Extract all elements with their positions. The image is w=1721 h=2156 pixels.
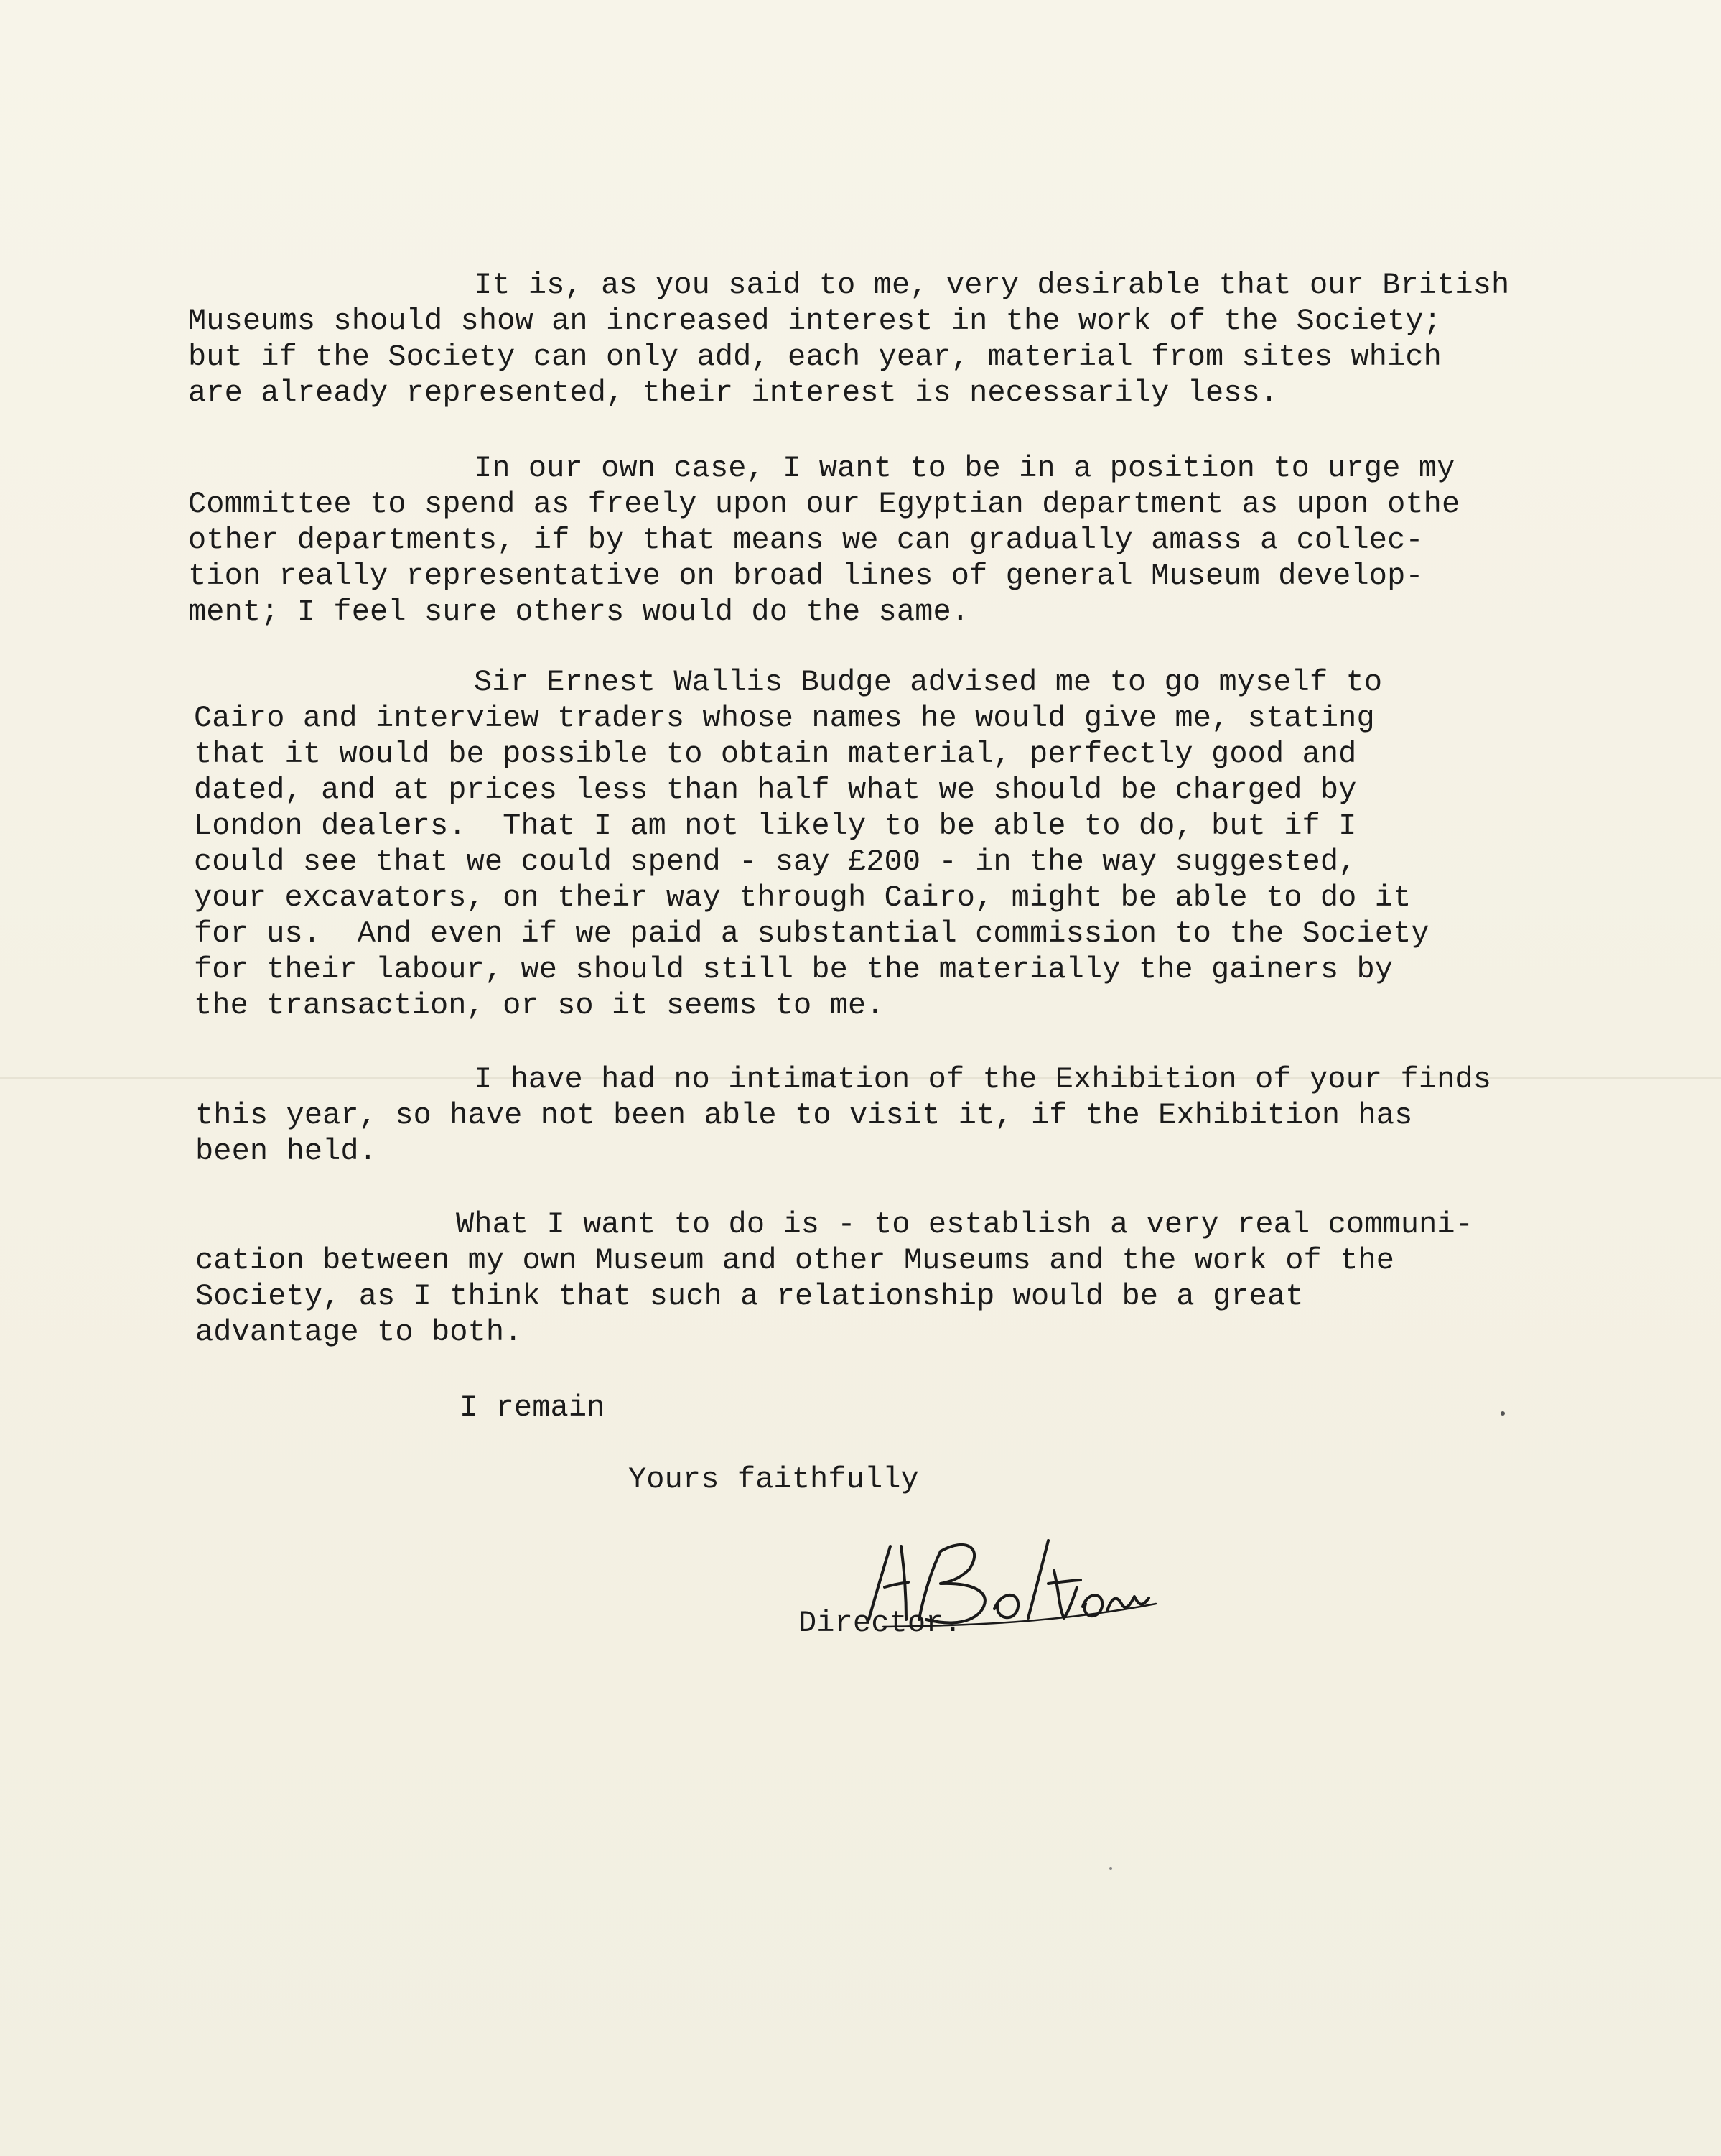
p5-line-4: advantage to both. [195, 1315, 523, 1349]
p3-line-2: Cairo and interview traders whose names he would give me, stating [194, 701, 1375, 735]
p3-line-4: dated, and at prices less than half what we should be charged by [194, 773, 1357, 807]
p1-line-4: are already represented, their interest is necessarily less. [188, 376, 1279, 410]
p5-line-2: cation between my own Museum and other Museums and the work of the [195, 1243, 1395, 1278]
p3-line-1: Sir Ernest Wallis Budge advised me to go myself to [474, 665, 1383, 700]
p4-line-3: been held. [195, 1134, 378, 1168]
p3-line-7: your excavators, on their way through Cairo, might be able to do it [194, 880, 1412, 915]
p5-line-1: What I want to do is - to establish a very real communi- [456, 1207, 1474, 1242]
p3-line-3: that it would be possible to obtain material, perfectly good and [194, 737, 1357, 771]
p3-line-8: for us. And even if we paid a substantial commission to the Society [194, 916, 1429, 951]
p1-line-3: but if the Society can only add, each year, material from sites which [188, 340, 1442, 374]
p3-line-10: the transaction, or so it seems to me. [194, 988, 885, 1023]
valediction: Yours faithfully [628, 1462, 919, 1497]
p1-line-1: It is, as you said to me, very desirable that our British [474, 268, 1510, 302]
p3-line-9: for their labour, we should still be the materially the gainers by [194, 952, 1394, 987]
p2-line-2: Committee to spend as freely upon our Egyptian department as upon othe [188, 487, 1460, 521]
p2-line-1: In our own case, I want to be in a position to urge my [474, 451, 1455, 485]
p3-line-5: London dealers. That I am not likely to be able to do, but if I [194, 809, 1357, 843]
p1-line-2: Museums should show an increased interest in the work of the Society; [188, 304, 1442, 338]
signatory-title: Director. [798, 1606, 962, 1640]
paper-speck [1109, 1867, 1112, 1870]
p2-line-5: ment; I feel sure others would do the same. [188, 595, 970, 629]
p5-line-3: Society, as I think that such a relationship would be a great [195, 1279, 1304, 1314]
p4-line-2: this year, so have not been able to visit it, if the Exhibition has [195, 1098, 1413, 1133]
p2-line-3: other departments, if by that means we can gradually amass a collec- [188, 523, 1424, 557]
p3-line-6: could see that we could spend - say £200 - in the way suggested, [194, 845, 1357, 879]
p2-line-4: tion really representative on broad lines of general Museum develop- [188, 559, 1424, 593]
closing: I remain [460, 1390, 605, 1425]
paper-speck [1501, 1411, 1505, 1416]
p4-line-1: I have had no intimation of the Exhibition of your finds [474, 1062, 1492, 1097]
